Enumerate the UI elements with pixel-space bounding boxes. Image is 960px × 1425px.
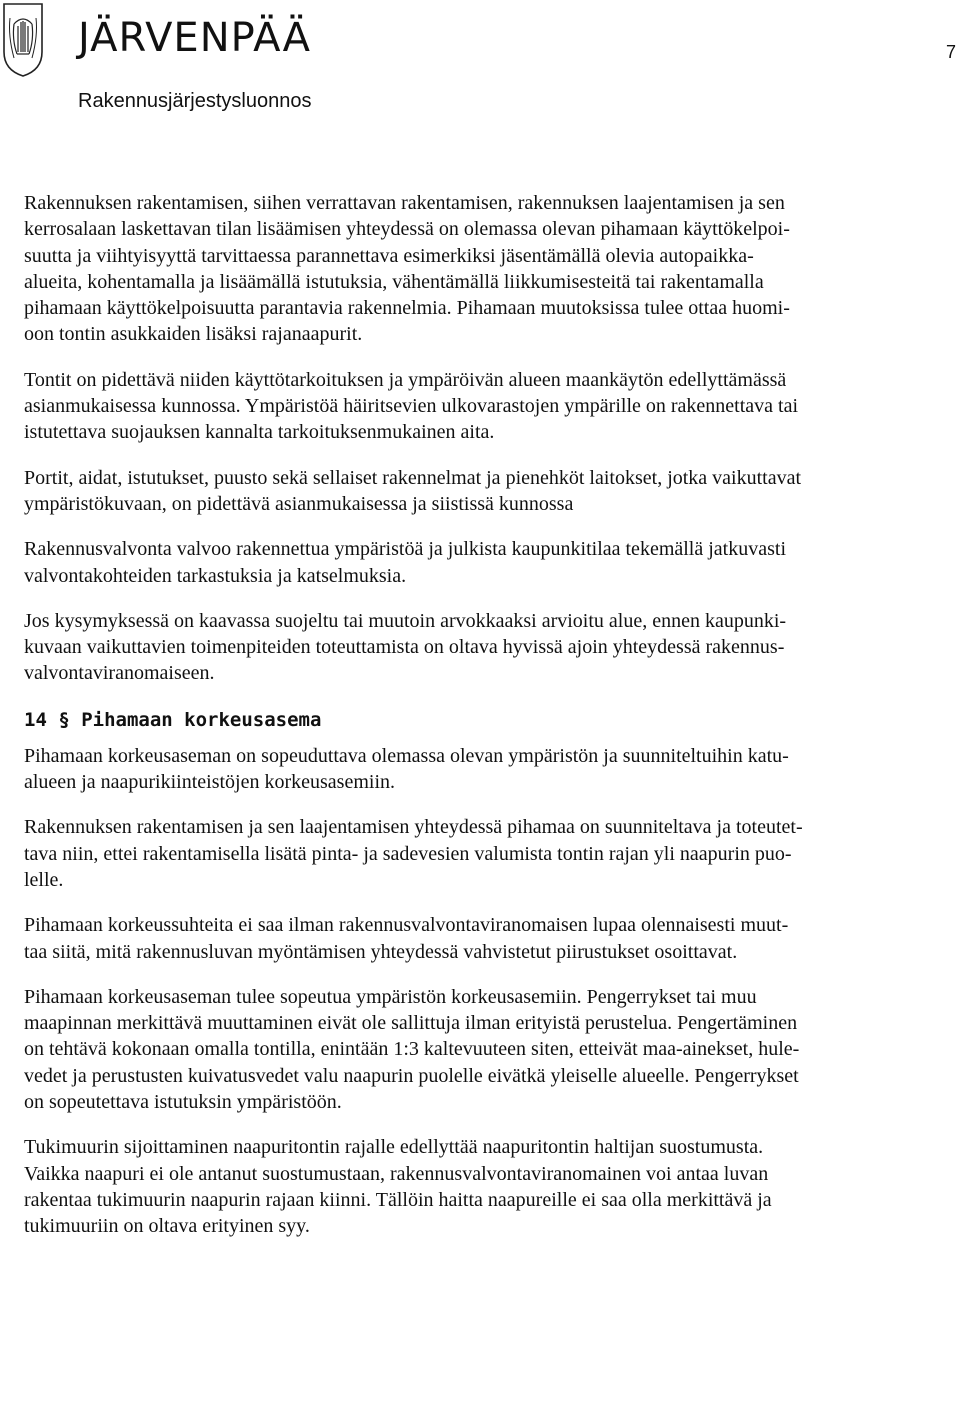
paragraph-line: ympäristökuvaan, on pidettävä asianmukaisessa ja siistissä kunnossa xyxy=(24,492,574,515)
paragraph xyxy=(24,912,954,965)
paragraph-line: valvontaviranomaiseen. xyxy=(24,662,215,685)
paragraph-line: alueita, kohentamalla ja lisäämällä istutuksia, vähentämällä liikkumisesteitä tai rakentamalla xyxy=(24,270,764,293)
document-title: Rakennusjärjestysluonnos xyxy=(78,90,312,112)
paragraph-line: suutta ja viihtyisyyttä tarvittaessa parannettava esimerkiksi jäsentämällä olevia autopaikka- xyxy=(24,244,754,267)
paragraph-line: asianmukaisessa kunnossa. Ympäristöä häiritsevien ulkovarastojen ympärille on rakennettava tai xyxy=(24,395,799,418)
paragraph-line: on tehtävä kokonaan omalla tontilla, enintään 1:3 kaltevuuteen siten, etteivät maa-ainekset, hule- xyxy=(24,1038,800,1061)
page-number: 7 xyxy=(946,42,957,62)
paragraph-line: pihamaan käyttökelpoisuutta parantavia rakennelmia. Pihamaan muutoksissa tulee ottaa huomi- xyxy=(24,297,790,320)
paragraph-line: Rakennuksen rakentamisen ja sen laajentamisen yhteydessä pihamaa on suunniteltava ja toteutet- xyxy=(24,816,803,839)
paragraph-line: Pihamaan korkeussuhteita ei saa ilman rakennusvalvontaviranomaisen lupaa olennaisesti muut- xyxy=(24,914,789,937)
paragraph-line: tukimuuriin on oltava erityinen syy. xyxy=(24,1215,310,1238)
paragraph-line: vedet ja perustusten kuivatusvedet valu naapurin puolelle eivätkä yleiselle alueelle. Pengerrykset xyxy=(24,1064,799,1087)
city-crest-logo xyxy=(2,2,44,78)
paragraph-line: Tontit on pidettävä niiden käyttötarkoituksen ja ympäröivän alueen maankäytön edellyttämässä xyxy=(24,368,787,391)
paragraph-line: maapinnan merkittävä muuttaminen eivät ole sallittuja ilman erityistä perustelua. Pengertäminen xyxy=(24,1012,798,1035)
paragraph-line: Pihamaan korkeusaseman tulee sopeutua ympäristön korkeusasemiin. Pengerrykset tai muu xyxy=(24,985,757,1008)
paragraph-line: Rakennuksen rakentamisen, siihen verrattavan rakentamisen, rakennuksen laajentamisen ja sen xyxy=(24,192,785,214)
paragraph xyxy=(24,984,954,1115)
paragraph-line: Portit, aidat, istutukset, puusto sekä sellaiset rakennelmat ja pienehköt laitokset, jotka vaikuttavat xyxy=(24,466,802,489)
paragraph-line: istutettava suojauksen kannalta tarkoituksenmukainen aita. xyxy=(24,421,495,444)
paragraph-line: Vaikka naapuri ei ole antanut suostumustaan, rakennusvalvontaviranomainen voi antaa luvan xyxy=(24,1162,769,1185)
paragraph xyxy=(24,743,954,796)
city-name-wordmark: JÄRVENPÄÄ xyxy=(78,15,312,61)
paragraph-line: Pihamaan korkeusaseman on sopeuduttava olemassa olevan ympäristön ja suunniteltuihin katu- xyxy=(24,744,789,767)
paragraph-line: Tukimuurin sijoittaminen naapuritontin rajalle edellyttää naapuritontin haltijan suostumusta. xyxy=(24,1136,764,1159)
paragraphs-after-section xyxy=(24,743,954,1240)
paragraph-line: on sopeutettava istutuksin ympäristöön. xyxy=(24,1091,342,1114)
paragraph-line: tava niin, ettei rakentamisella lisätä pinta- ja sadevesien valumista tontin rajan yli naapurin puo- xyxy=(24,842,792,865)
paragraph-line: Jos kysymyksessä on kaavassa suojeltu tai muutoin arvokkaaksi arvioitu alue, ennen kaupunki- xyxy=(24,609,787,632)
paragraph xyxy=(24,367,954,446)
paragraph-line: oon tontin asukkaiden lisäksi rajanaapurit. xyxy=(24,323,363,346)
paragraph-line: kerrosalaan laskettavan tilan lisäämisen yhteydessä on olemassa olevan pihamaan käyttökelpoi- xyxy=(24,218,790,241)
document-body xyxy=(24,190,954,1259)
paragraph xyxy=(24,465,954,518)
paragraph-line: lelle. xyxy=(24,868,64,891)
paragraph-line: alueen ja naapurikiinteistöjen korkeusasemiin. xyxy=(24,771,395,794)
paragraph xyxy=(24,536,954,589)
paragraph-line: taa siitä, mitä rakennusluvan myöntämisen yhteydessä vahvistetut piirustukset osoittavat. xyxy=(24,940,738,963)
paragraph xyxy=(24,608,954,687)
paragraphs-before-section xyxy=(24,190,954,687)
paragraph xyxy=(24,190,954,348)
paragraph-line: Rakennusvalvonta valvoo rakennettua ympäristöä ja julkista kaupunkitilaa tekemällä jatkuvasti xyxy=(24,538,787,561)
paragraph-line: rakentaa tukimuurin naapurin rajaan kiinni. Tällöin haitta naapureille ei saa olla merkittävä ja xyxy=(24,1188,772,1211)
paragraph-line: kuvaan vaikuttavien toimenpiteiden toteuttamista on oltava hyvissä ajoin yhteydessä rakennus- xyxy=(24,636,785,659)
paragraph xyxy=(24,814,954,893)
paragraph xyxy=(24,1134,954,1239)
section-heading: 14 § Pihamaan korkeusasema xyxy=(24,708,322,731)
paragraph-line: valvontakohteiden tarkastuksia ja katselmuksia. xyxy=(24,564,407,587)
